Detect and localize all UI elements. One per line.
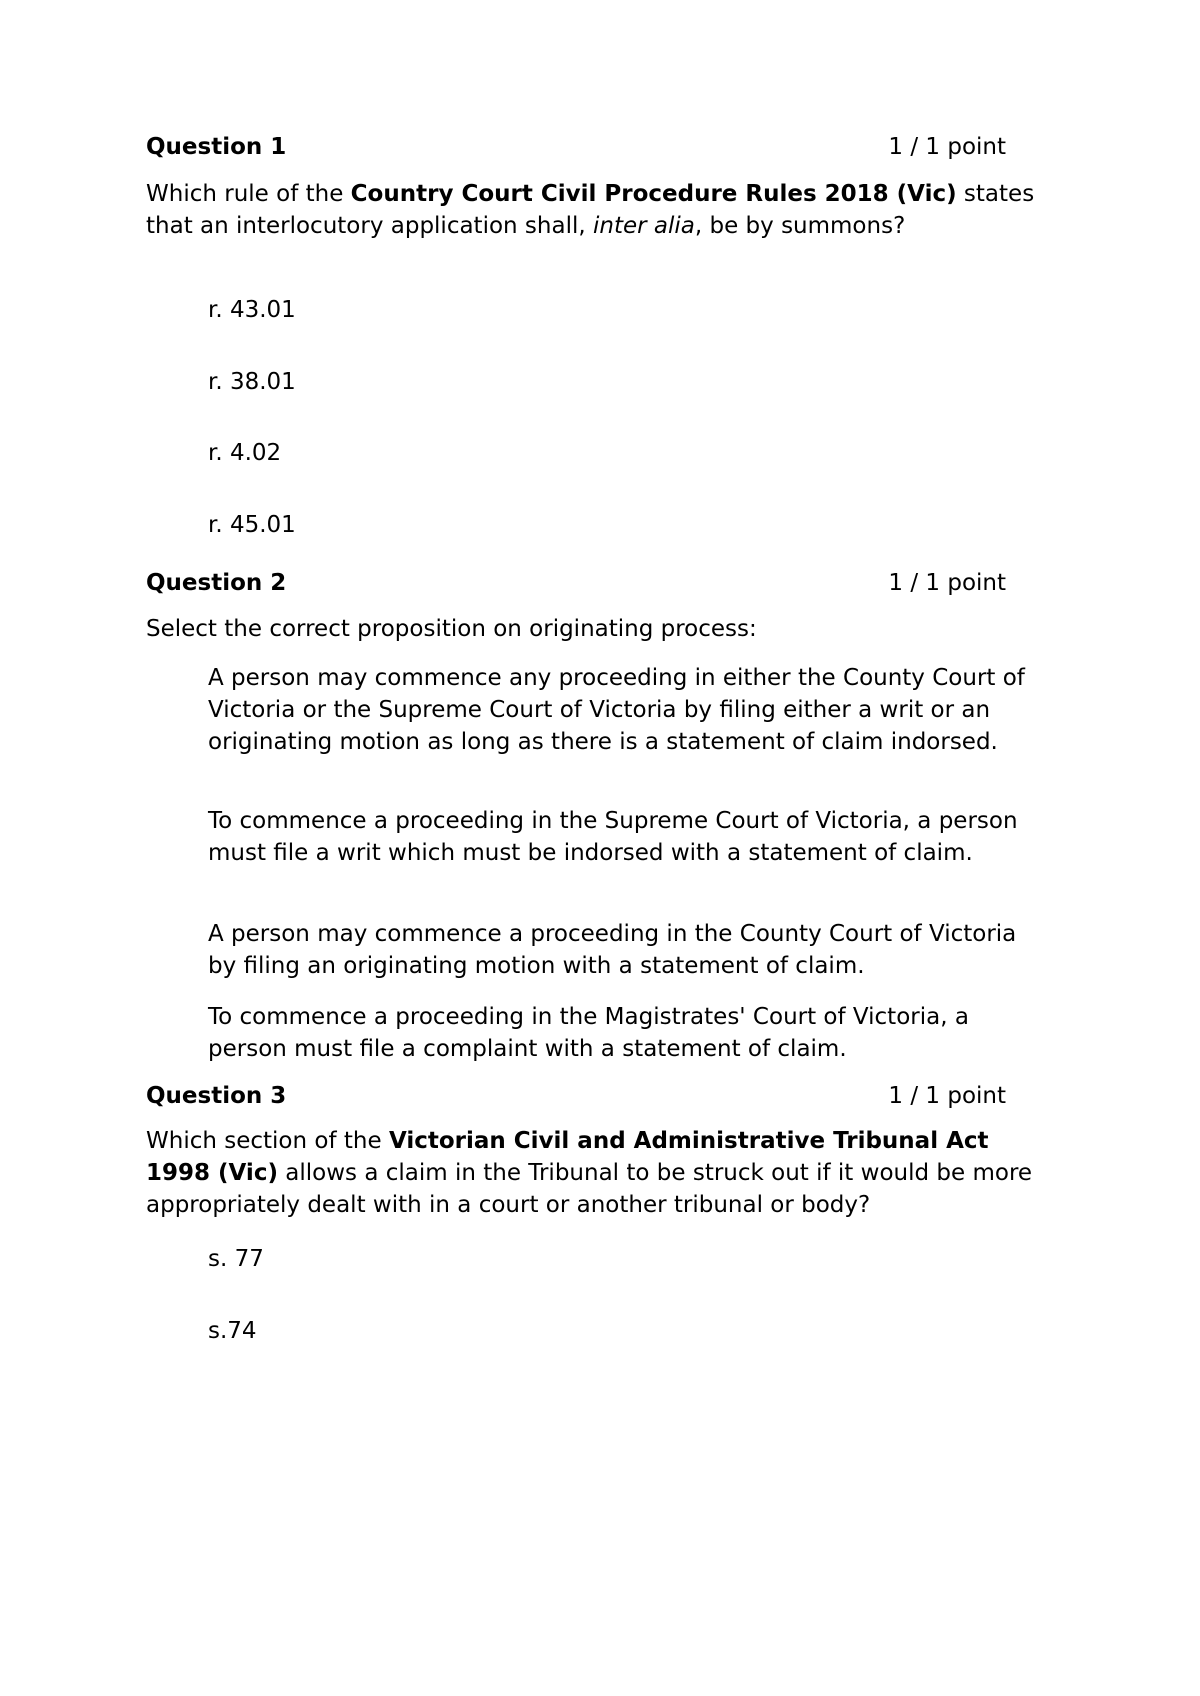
question-1-prompt: Which rule of the Country Court Civil Procedure Rules 2018 (Vic) states that an interlocutory application shall, inter alia, be by summons? (146, 181, 1035, 239)
question-2-heading: Question 2 (146, 570, 287, 596)
question-2-option-2[interactable]: To commence a proceeding in the Supreme Court of Victoria, a person must file a writ which must be indorsed with a statement of claim. (208, 808, 1018, 866)
question-1-heading: Question 1 (146, 134, 287, 160)
question-2-header (146, 567, 1006, 599)
question-1-option-4[interactable]: r. 45.01 (208, 512, 296, 538)
question-2-option-4[interactable]: To commence a proceeding in the Magistrates' Court of Victoria, a person must file a complaint with a statement of claim. (208, 1004, 969, 1062)
question-3-header (146, 1080, 1006, 1112)
question-1-option-1[interactable]: r. 43.01 (208, 297, 296, 323)
quiz-document (146, 0, 1046, 1696)
question-2-option-1[interactable]: A person may commence any proceeding in either the County Court of Victoria or the Supreme Court of Victoria by filing either a writ or an originating motion as long as there is a statement of claim indorsed. (208, 665, 1025, 755)
question-2-option-3[interactable]: A person may commence a proceeding in the County Court of Victoria by filing an originating motion with a statement of claim. (208, 921, 1017, 979)
question-3-option-1[interactable]: s. 77 (208, 1246, 264, 1272)
question-2-prompt: Select the correct proposition on originating process: (146, 616, 757, 642)
question-1-header (146, 131, 1006, 163)
question-2-points: 1 / 1 point (888, 570, 1006, 596)
question-3-option-2[interactable]: s.74 (208, 1318, 257, 1344)
question-3-heading: Question 3 (146, 1083, 287, 1109)
question-1-option-3[interactable]: r. 4.02 (208, 440, 282, 466)
question-3-points: 1 / 1 point (888, 1083, 1006, 1109)
question-3-prompt: Which section of the Victorian Civil and Administrative Tribunal Act 1998 (Vic) allows a claim in the Tribunal to be struck out if it would be more appropriately dealt with in a court or another tribunal or body? (146, 1128, 1033, 1218)
question-1-option-2[interactable]: r. 38.01 (208, 369, 296, 395)
question-1-points: 1 / 1 point (888, 134, 1006, 160)
